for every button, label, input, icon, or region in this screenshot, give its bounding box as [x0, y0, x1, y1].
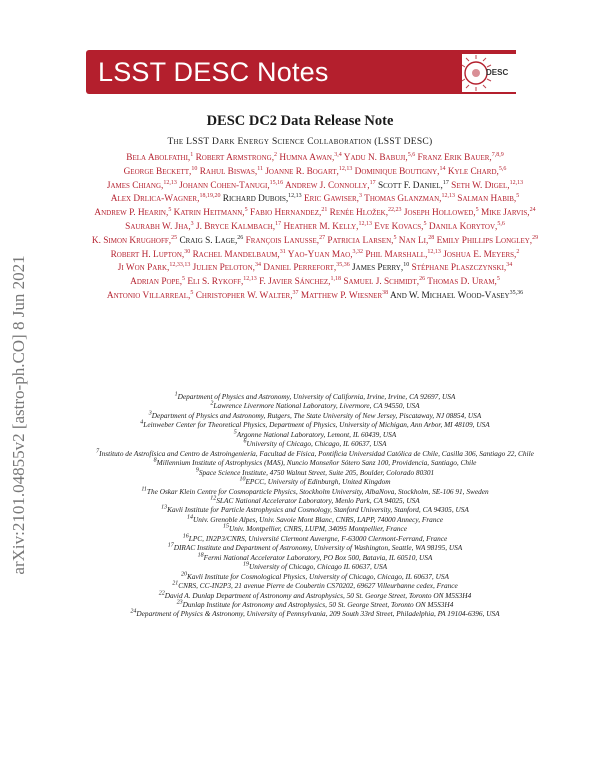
author-name[interactable]	[246, 236, 325, 246]
affiliation-number: 17	[167, 542, 174, 549]
affiliation-text: Department of Physics & Astronomy, University of Pennsylvania, 209 South 33rd Street, Philadelphia, PA 19104-6396, USA	[136, 609, 500, 619]
author-name-text: Julien Peloton,	[192, 263, 255, 274]
author-affiliation-number: 12,13	[163, 179, 177, 186]
affiliation-number: 20	[181, 571, 188, 578]
author-affiliation-number: 11	[257, 165, 263, 172]
affiliation-item	[88, 609, 542, 618]
author-affiliation-number: 30	[184, 248, 191, 255]
affiliation-number: 21	[172, 580, 179, 587]
author-name[interactable]	[250, 208, 327, 218]
affiliation-list	[88, 392, 542, 619]
author-name-text: Franz Erik Bauer,	[417, 153, 492, 163]
author-affiliation-number: 34	[506, 262, 513, 269]
author-name[interactable]	[259, 277, 341, 287]
affiliation-text: Univ. Grenoble Alpes, Univ. Savoie Mont Blanc, CNRS, LAPP, 74000 Annecy, France	[193, 514, 443, 524]
affiliation-text: University of Chicago, Chicago, IL 60637, USA	[246, 439, 387, 449]
author-name-text: François Lanusse,	[245, 235, 320, 246]
author-name-text: Ji Won Park,	[117, 263, 170, 274]
affiliation-number: 9	[195, 467, 199, 474]
author-affiliation-number: 18,19,20	[199, 193, 221, 200]
affiliation-text: Dunlap Institute for Astronomy and Astrophysics, 50 St. George Street, Toronto ON M5S3H4	[182, 599, 454, 609]
affiliation-number: 6	[243, 438, 247, 445]
affiliation-item	[88, 534, 542, 543]
author-affiliation-number: 22,23	[388, 207, 402, 214]
author-name-text: Antonio Villarreal,	[106, 290, 191, 301]
author-name-text: Christopher W. Walter,	[195, 290, 293, 301]
author-name-text: Robert Armstrong,	[195, 153, 275, 163]
author-name-text: Johann Cohen-Tanugi,	[179, 180, 270, 191]
author-affiliation-number: 5,6	[497, 220, 505, 227]
author-name[interactable]	[94, 208, 171, 218]
author-name[interactable]	[126, 153, 193, 163]
author-name[interactable]	[327, 236, 396, 246]
author-affiliation-number: 12,33,13	[169, 262, 191, 269]
author-affiliation-number: 5	[190, 289, 194, 296]
author-name-text: Patricia Larsen,	[327, 235, 394, 246]
author-name[interactable]	[399, 236, 434, 246]
affiliation-number: 8	[153, 457, 157, 464]
author-name[interactable]	[130, 277, 185, 287]
author-name-text: Yadu N. Babuji,	[343, 153, 408, 163]
author-affiliation-number: 5	[423, 220, 427, 227]
arxiv-stamp	[8, 200, 30, 630]
author-name-text: Craig S. Lage,	[179, 235, 238, 246]
affiliation-number: 5	[233, 429, 237, 436]
author-name-text: F. Javier Sánchez,	[259, 277, 331, 288]
affiliation-number: 22	[158, 590, 165, 597]
affiliation-number: 2	[210, 401, 214, 408]
author-name-text: Thomas D. Uram,	[427, 277, 497, 288]
author-name-text: Joanne R. Bogart,	[265, 166, 339, 177]
author-affiliation-number: 3,4	[334, 151, 342, 158]
author-name[interactable]	[193, 263, 261, 273]
author-name-text: Emily Phillips Longley,	[436, 235, 533, 246]
author-name[interactable]	[412, 263, 513, 273]
author-affiliation-number: 31	[279, 248, 286, 255]
author-name-text: J. Bryce Kalmbach,	[196, 221, 276, 232]
author-affiliation-number: 2	[274, 151, 278, 158]
author-name[interactable]	[196, 222, 281, 232]
affiliation-number: 18	[197, 552, 204, 559]
author-name-text: Alex Drlica-Wagner,	[110, 194, 200, 205]
author-affiliation-number: 5	[475, 207, 479, 214]
author-name[interactable]	[283, 222, 372, 232]
author-name-text: Joseph Hollowed,	[403, 208, 476, 219]
author-name-text: Eli S. Rykoff,	[187, 277, 244, 288]
affiliation-item	[88, 572, 542, 581]
affiliation-text: Space Science Institute, 4750 Walnut Street, Suite 205, Boulder, Colorado 80301	[198, 467, 435, 477]
author-affiliation-number: 2	[516, 248, 520, 255]
affiliation-item	[88, 430, 542, 439]
author-affiliation-number: 5	[168, 207, 172, 214]
author-name[interactable]	[288, 250, 363, 260]
author-affiliation-number: 28	[428, 234, 435, 241]
author-name-text: Mike Jarvis,	[480, 208, 530, 219]
affiliation-item	[88, 477, 542, 486]
author-name[interactable]	[437, 236, 539, 246]
author-name-text: Andrew P. Hearin,	[94, 208, 169, 219]
author-name-text: Humna Awan,	[279, 153, 335, 163]
affiliation-number: 16	[182, 533, 189, 540]
author-name[interactable]	[343, 277, 425, 287]
affiliation-item	[88, 420, 542, 429]
author-name[interactable]	[344, 153, 415, 163]
arxiv-id: arXiv:2101.04855v2 [astro-ph.CO] 8 Jun 2021	[9, 255, 28, 575]
author-name[interactable]	[404, 208, 479, 218]
author-name-text: Salman Habib,	[457, 194, 517, 205]
author-name-text: Andrew J. Connolly,	[284, 180, 370, 191]
affiliation-item	[88, 591, 542, 600]
author-name-text: K. Simon Krughoff,	[91, 235, 172, 246]
author-affiliation-number: 12,13	[288, 193, 302, 200]
author-affiliation-number: 10	[403, 262, 410, 269]
author-affiliation-number: 38	[382, 289, 389, 296]
lsst-desc-notes-banner	[86, 50, 516, 94]
affiliation-item	[88, 600, 542, 609]
author-affiliation-number: 1	[190, 151, 194, 158]
affiliation-text: CNRS, CC-IN2P3, 21 avenue Pierre de Coubertin CS70202, 69627 Villeurbanne cedex, France	[178, 581, 458, 591]
author-affiliation-number: 5	[496, 276, 500, 283]
author-name-text: Daniel Perrefort,	[263, 263, 337, 274]
affiliation-number: 1	[174, 391, 178, 398]
author-name[interactable]	[448, 167, 507, 177]
author-name[interactable]	[187, 277, 256, 287]
affiliation-text: David A. Dunlap Department of Astronomy and Astrophysics, 50 St. George Street, Toronto ON M5S3H4	[164, 590, 472, 600]
affiliation-number: 3	[148, 410, 152, 417]
affiliation-item	[88, 487, 542, 496]
author-name[interactable]	[111, 250, 191, 260]
affiliation-item	[88, 392, 542, 401]
author-name-text: Renée Hložek,	[329, 208, 389, 219]
author-name-text: Rachel Mandelbaum,	[192, 249, 280, 260]
author-name[interactable]	[107, 291, 194, 301]
affiliation-item	[88, 543, 542, 552]
affiliation-number: 12	[210, 495, 217, 502]
author-affiliation-number: 17	[275, 220, 282, 227]
author-name[interactable]	[107, 181, 177, 191]
author-name-text: Robert H. Lupton,	[110, 249, 185, 260]
affiliation-number: 19	[242, 561, 249, 568]
affiliation-text: Department of Physics and Astronomy, University of California, Irvine, Irvine, CA 92697, USA	[177, 392, 456, 401]
affiliation-number: 10	[239, 476, 246, 483]
affiliation-item	[88, 411, 542, 420]
author-name-text: Adrian Pope,	[130, 277, 183, 288]
author-name[interactable]	[427, 277, 500, 287]
affiliation-text: Department of Physics and Astronomy, Rutgers, The State University of New Jersey, Piscataway, NJ 08854, USA	[151, 410, 482, 420]
author-name-text: Eric Gawiser,	[304, 194, 359, 205]
author-affiliation-number: 14	[439, 165, 446, 172]
author-name	[378, 181, 449, 191]
author-affiliation-number: 26	[419, 276, 426, 283]
author-affiliation-number: 7,8,9	[491, 151, 504, 158]
author-affiliation-number: 5	[182, 276, 186, 283]
author-affiliation-number: 12,13	[509, 179, 524, 186]
author-affiliation-number: 5	[393, 234, 397, 241]
author-name	[179, 236, 243, 246]
author-name[interactable]	[111, 194, 221, 204]
author-name	[352, 263, 409, 273]
author-name[interactable]	[418, 153, 504, 163]
author-name[interactable]	[451, 181, 523, 191]
affiliation-text: Kavli Institute for Particle Astrophysics and Cosmology, Stanford University, Stanford, CA 94305, USA	[167, 505, 469, 515]
author-affiliation-number: 3,32	[352, 248, 364, 255]
author-name-text: Thomas Glanzman,	[364, 194, 442, 205]
author-name[interactable]	[301, 291, 388, 301]
author-name[interactable]	[285, 181, 376, 191]
author-name-text: Phil Marshall,	[365, 249, 428, 260]
affiliation-text: LPC, IN2P3/CNRS, Université Clermont Auvergne, F-63000 Clermont-Ferrand, France	[188, 533, 448, 543]
author-name[interactable]	[364, 194, 455, 204]
author-affiliation-number: 27	[319, 234, 326, 241]
author-name-text: Stéphane Plaszczynski,	[411, 263, 507, 274]
author-affiliation-number: 15,16	[269, 179, 284, 186]
affiliation-text: Instituto de Astrofísica and Centro de Astroingeniería, Facultad de Física, Pontificia Universidad Católica de Chile, Casilla 306, Santiago 22, Chile	[99, 448, 534, 458]
affiliation-number: 23	[176, 599, 183, 606]
author-affiliation-number: 5	[244, 207, 248, 214]
affiliation-item	[88, 581, 542, 590]
author-affiliation-number: 17	[369, 179, 376, 186]
author-name[interactable]	[118, 263, 191, 273]
affiliation-item	[88, 401, 542, 410]
affiliation-item	[88, 505, 542, 514]
affiliation-text: The Oskar Klein Centre for Cosmoparticle Physics, Stockholm University, AlbaNova, Stockholm, SE-106 91, Sweden	[146, 486, 489, 496]
author-name[interactable]	[124, 167, 198, 177]
author-name[interactable]	[304, 194, 362, 204]
author-name-text: Danila Korytov,	[428, 221, 498, 232]
affiliation-item	[88, 468, 542, 477]
author-affiliation-number: 35,36	[509, 289, 524, 296]
author-name[interactable]	[179, 181, 283, 191]
author-affiliation-number: 12,13	[358, 220, 372, 227]
author-affiliation-number: 24	[529, 207, 536, 214]
banner-title: LSST DESC Notes	[98, 56, 329, 87]
affiliation-text: Leinweber Center for Theoretical Physics, Department of Physics, University of Michigan, Ann Arbor, MI 48109, USA	[143, 420, 490, 430]
affiliation-item	[88, 524, 542, 533]
affiliation-item	[88, 439, 542, 448]
author-affiliation-number: 12,13	[243, 276, 257, 283]
author-name[interactable]	[200, 167, 263, 177]
affiliation-text: Lawrence Livermore National Laboratory, Livermore, CA 94550, USA	[213, 401, 420, 411]
author-name	[223, 194, 302, 204]
author-name-text: Richard Dubois,	[222, 194, 289, 205]
author-name-text: Heather M. Kelly,	[283, 221, 359, 232]
affiliation-text: DIRAC Institute and Department of Astronomy, University of Washington, Seattle, WA 98195, USA	[173, 543, 463, 553]
affiliation-text: University of Chicago, Chicago IL 60637, USA	[248, 562, 388, 572]
author-name-text: Kyle Chard,	[447, 166, 499, 177]
author-name-text: Joshua E. Meyers,	[443, 249, 517, 260]
author-name[interactable]	[457, 194, 519, 204]
affiliation-item	[88, 458, 542, 467]
affiliation-number: 15	[222, 523, 229, 530]
author-name[interactable]	[92, 236, 177, 246]
affiliation-text: Argonne National Laboratory, Lemont, IL 60439, USA	[236, 429, 397, 439]
author-name-text: Fabio Hernandez,	[249, 208, 322, 219]
author-name-text: George Beckett,	[123, 166, 192, 177]
author-affiliation-number: 26	[237, 234, 244, 241]
author-name[interactable]	[174, 208, 248, 218]
author-affiliation-number: 12,13	[427, 248, 441, 255]
author-name-text: Seth W. Digel,	[451, 180, 510, 191]
author-name-text: Bela Abolfathi,	[126, 153, 191, 163]
author-affiliation-number: 12,13	[338, 165, 353, 172]
affiliation-number: 14	[187, 514, 194, 521]
author-name[interactable]	[481, 208, 536, 218]
author-name	[390, 291, 523, 301]
author-name-text: Rahul Biswas,	[199, 166, 258, 177]
author-name-text: James Perry,	[352, 263, 404, 274]
affiliation-item	[88, 449, 542, 458]
affiliation-text: EPCC, University of Edinburgh, United Kingdom	[245, 477, 391, 487]
affiliation-number: 13	[161, 505, 168, 512]
author-name[interactable]	[279, 153, 341, 163]
logo-wordmark: DESC	[486, 68, 509, 77]
author-name[interactable]	[355, 167, 446, 177]
author-affiliation-number: 10	[191, 165, 198, 172]
author-affiliation-number: 5,6	[407, 151, 416, 158]
author-list	[90, 152, 540, 304]
author-name[interactable]	[263, 263, 349, 273]
author-name[interactable]	[265, 167, 352, 177]
affiliation-text: Fermi National Accelerator Laboratory, PO Box 500, Batavia, IL 60510, USA	[203, 552, 433, 562]
author-name-text: Samuel J. Schmidt,	[343, 277, 420, 288]
author-name[interactable]	[443, 250, 519, 260]
author-name-text: And W. Michael Wood-Vasey	[389, 290, 510, 301]
author-name-text: Matthew P. Wiesner	[300, 290, 383, 301]
affiliation-text: Kavli Institute for Cosmological Physics, University of Chicago, Chicago, IL 60637, USA	[187, 571, 449, 581]
affiliation-number: 4	[140, 419, 144, 426]
author-name[interactable]	[365, 250, 441, 260]
affiliation-item	[88, 515, 542, 524]
author-name-text: Scott F. Daniel,	[377, 180, 443, 191]
author-affiliation-number: 17	[442, 179, 449, 186]
author-affiliation-number: 21	[321, 207, 328, 214]
affiliation-item	[88, 562, 542, 571]
author-name-text: Yao-Yuan Mao,	[287, 249, 353, 260]
author-name[interactable]	[330, 208, 402, 218]
author-affiliation-number: 29	[532, 234, 539, 241]
affiliation-item	[88, 553, 542, 562]
affiliation-item	[88, 496, 542, 505]
author-name[interactable]	[429, 222, 505, 232]
author-name[interactable]	[196, 153, 277, 163]
author-affiliation-number: 1,18	[330, 276, 341, 283]
author-name-text: Eve Kovacs,	[374, 221, 424, 232]
author-name[interactable]	[374, 222, 426, 232]
author-affiliation-number: 5,6	[498, 165, 507, 172]
author-name-text: Dominique Boutigny,	[354, 166, 440, 177]
author-name-text: James Chiang,	[106, 180, 164, 191]
author-affiliation-number: 25	[171, 234, 178, 241]
collaboration-name: The LSST Dark Energy Science Collaboration (LSST DESC)	[167, 137, 433, 147]
author-name[interactable]	[193, 250, 286, 260]
author-affiliation-number: 5	[516, 193, 520, 200]
affiliation-text: SLAC National Accelerator Laboratory, Menlo Park, CA 94025, USA	[216, 495, 420, 505]
author-name[interactable]	[196, 291, 299, 301]
author-affiliation-number: 35,36	[336, 262, 350, 269]
author-affiliation-number: 37	[292, 289, 299, 296]
affiliation-text: Univ. Montpellier, CNRS, LUPM, 34095 Montpellier, France	[228, 524, 407, 534]
author-affiliation-number: 3	[190, 220, 194, 227]
author-name-text: Nan Li,	[398, 235, 429, 246]
affiliation-number: 11	[141, 486, 147, 493]
affiliation-number: 24	[130, 609, 137, 615]
paper-title: DESC DC2 Data Release Note	[206, 113, 394, 129]
affiliation-text: Millennium Institute of Astrophysics (MAS), Nuncio Monseñor Sótero Sanz 100, Providencia, Santiago, Chile	[156, 458, 477, 468]
author-name-text: Saurabh W. Jha,	[125, 221, 191, 232]
author-name-text: Katrin Heitmann,	[173, 208, 245, 219]
author-affiliation-number: 3	[358, 193, 362, 200]
author-affiliation-number: 12,13	[441, 193, 455, 200]
affiliation-number: 7	[96, 448, 100, 455]
author-affiliation-number: 34	[254, 262, 261, 269]
author-name[interactable]	[125, 222, 194, 232]
